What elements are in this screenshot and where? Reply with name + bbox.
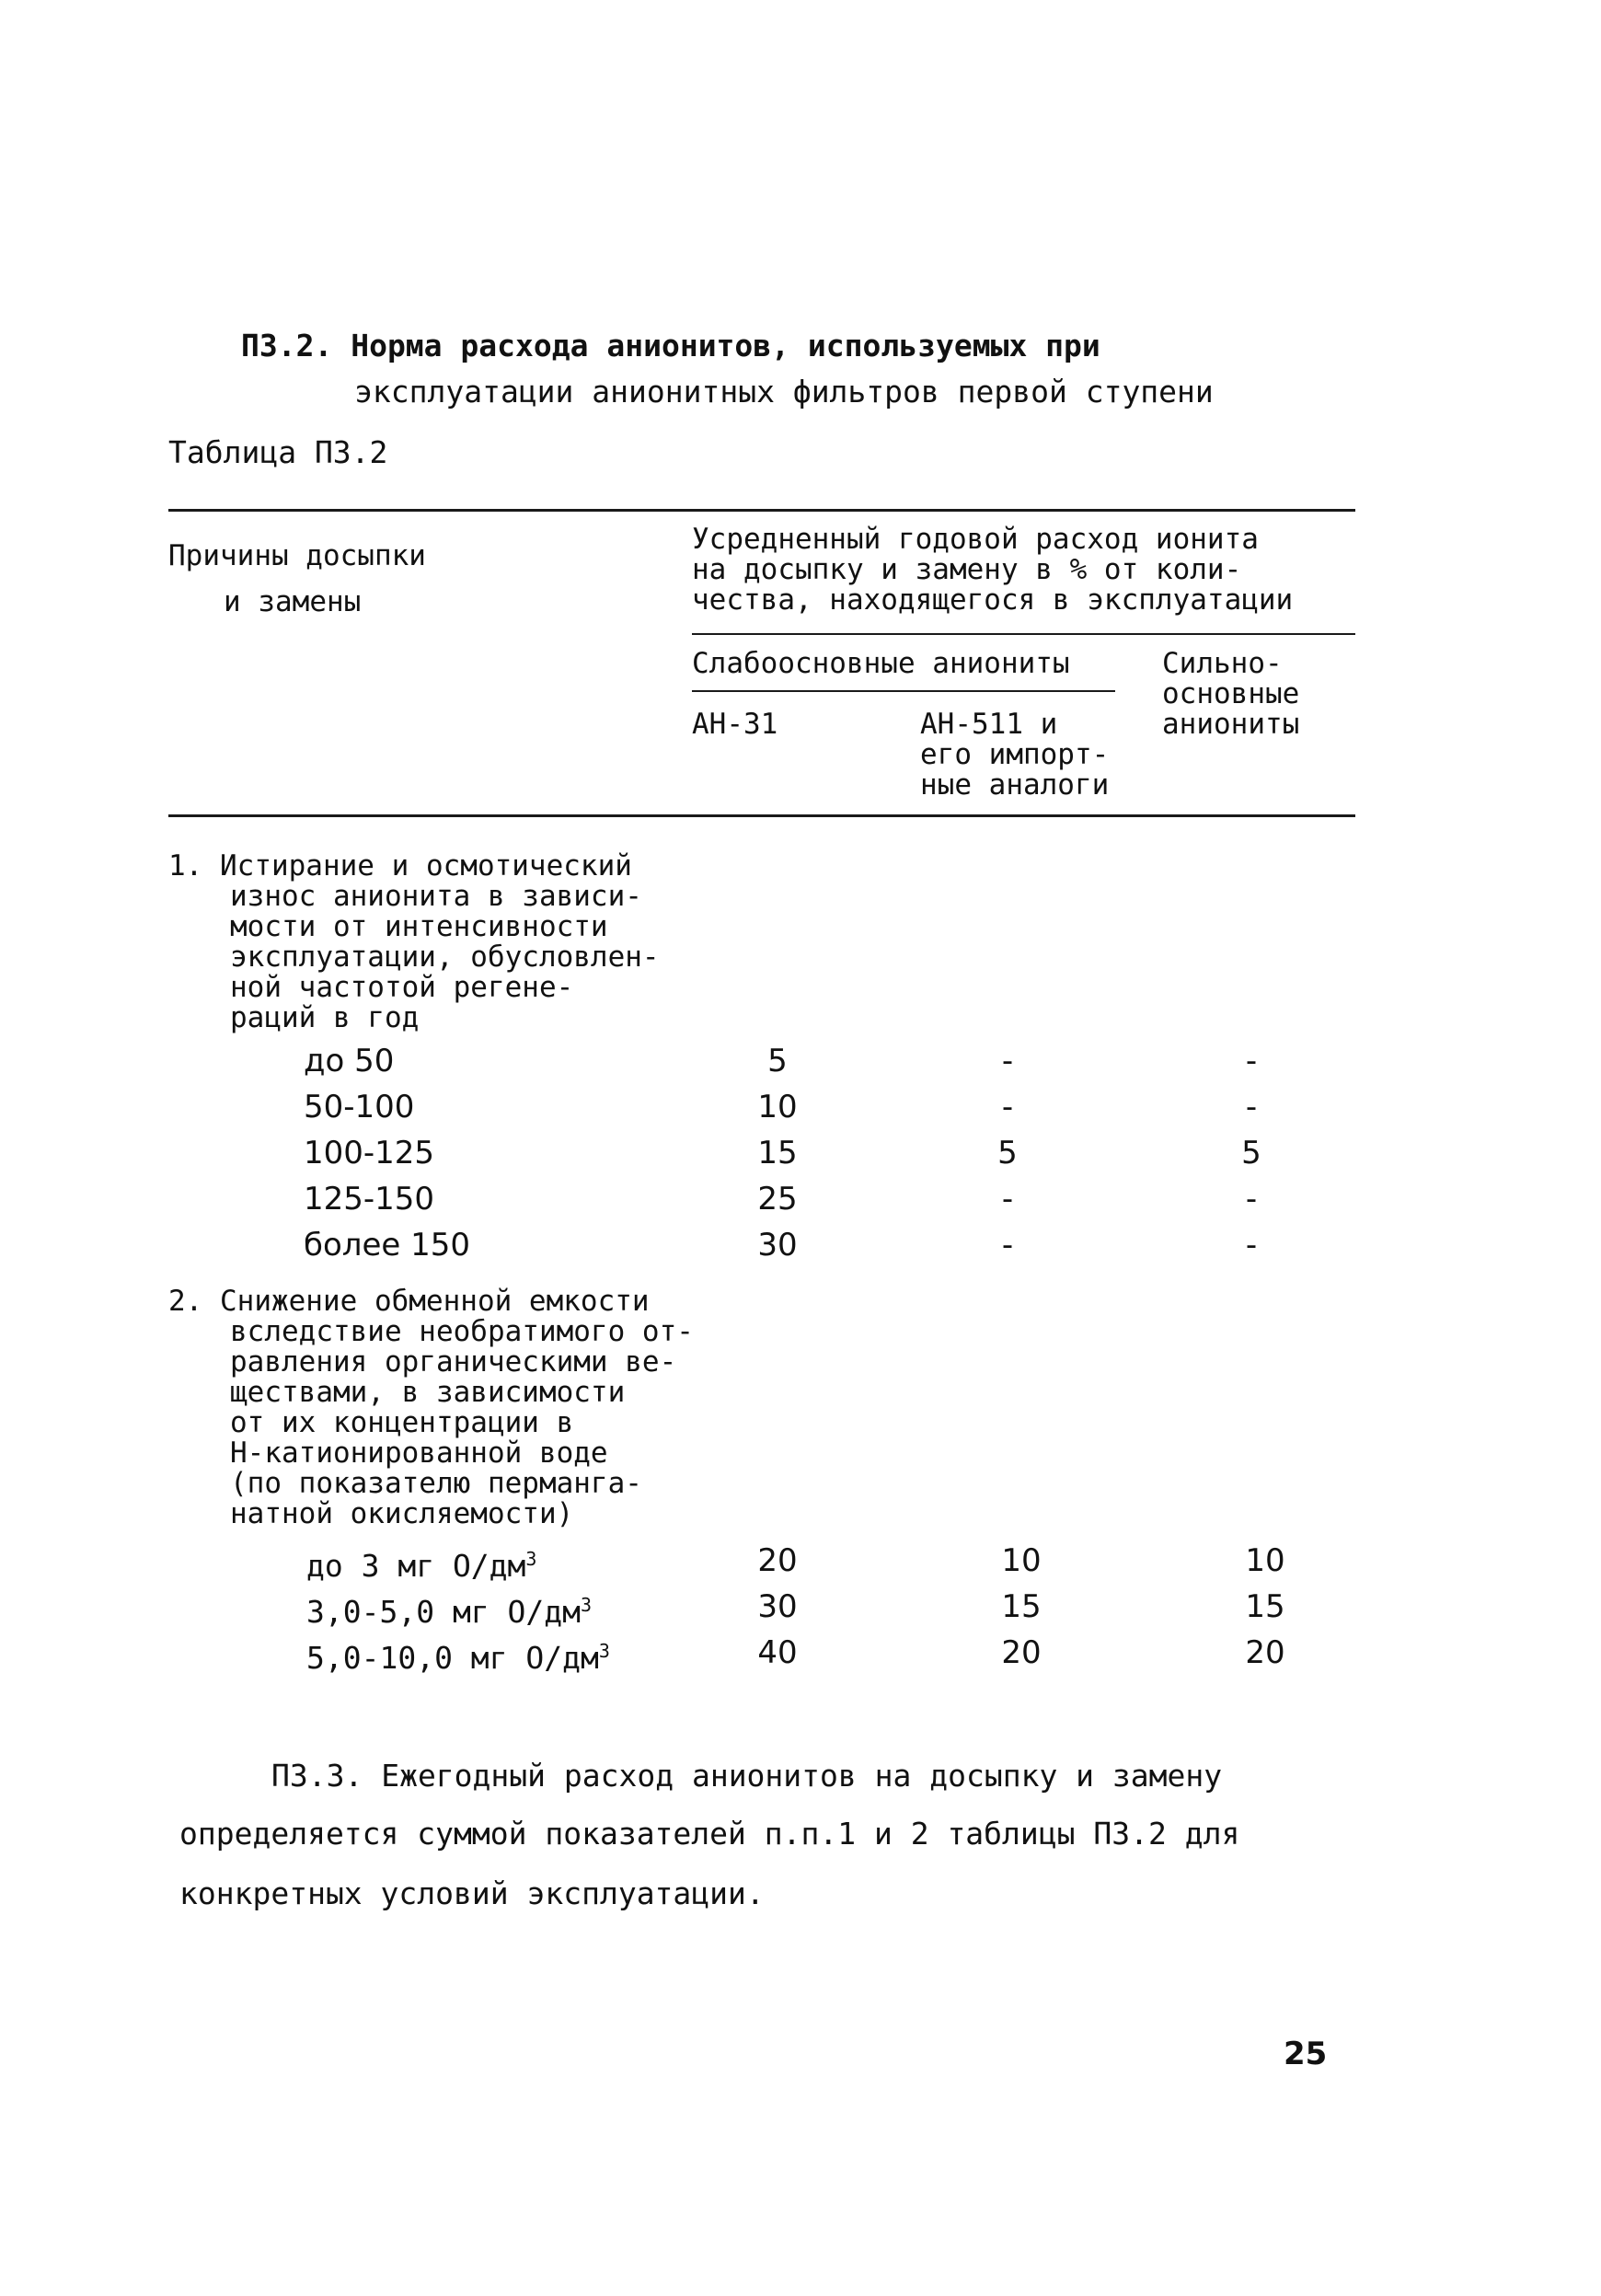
page-number: 25 bbox=[1284, 2036, 1328, 2072]
header-an511-line3: ные аналоги bbox=[920, 768, 1110, 802]
footnote-line3: конкретных условий эксплуатации. bbox=[179, 1875, 765, 1911]
section2-title-line7: (по показателю перманга- bbox=[230, 1467, 642, 1500]
header-avg-line2: на досыпку и замену в % от коли- bbox=[692, 553, 1242, 586]
row-label: до 50 bbox=[304, 1043, 395, 1079]
row-label: 100-125 bbox=[304, 1135, 435, 1171]
section-heading-line1: ПЗ.2. Норма расхода анионитов, используемых при bbox=[241, 328, 1100, 363]
section-heading-line2: эксплуатации анионитных фильтров первой ступени bbox=[354, 374, 1214, 410]
section1-title-line4: эксплуатации, обусловлен- bbox=[230, 940, 660, 974]
cell-an31: 25 bbox=[757, 1181, 798, 1217]
section2-title-line1: 2. Снижение обменной емкости bbox=[168, 1285, 650, 1318]
section2-title-line5: от их концентрации в bbox=[230, 1406, 574, 1439]
cell-an31: 40 bbox=[757, 1634, 798, 1671]
header-avg-line1: Усредненный годовой расход ионита bbox=[692, 523, 1259, 556]
header-rule-mid bbox=[692, 633, 1355, 635]
header-bottom-rule bbox=[168, 814, 1355, 817]
cell-an31: 5 bbox=[767, 1043, 788, 1079]
cell-strong: - bbox=[1245, 1089, 1258, 1125]
cell-an511: - bbox=[1001, 1089, 1014, 1125]
cell-strong: 10 bbox=[1245, 1542, 1285, 1579]
row-label: более 150 bbox=[304, 1227, 471, 1263]
header-reason-line2: и замены bbox=[224, 585, 362, 618]
footnote-line1: ПЗ.3. Ежегодный расход анионитов на досыпку и замену bbox=[271, 1758, 1223, 1794]
footnote-line2: определяется суммой показателей п.п.1 и 2 таблицы ПЗ.2 для bbox=[179, 1816, 1240, 1852]
row-label: до 3 мг $О/дм^3$ bbox=[306, 1548, 537, 1584]
cell-an511: 15 bbox=[1001, 1588, 1042, 1625]
header-an511-line2: его импорт- bbox=[920, 738, 1110, 771]
section2-title-line4: ществами, в зависимости bbox=[230, 1376, 626, 1409]
cell-an511: 20 bbox=[1001, 1634, 1042, 1671]
section1-title-line3: мости от интенсивности bbox=[230, 910, 608, 943]
header-col-an31: АН-31 bbox=[692, 708, 778, 741]
row-label: 125-150 bbox=[304, 1181, 435, 1217]
cell-strong: 15 bbox=[1245, 1588, 1285, 1625]
cell-an511: - bbox=[1001, 1181, 1014, 1217]
section2-title-line6: Н-катионированной воде bbox=[230, 1436, 608, 1470]
header-strong-line2: основные bbox=[1162, 677, 1300, 710]
section1-title-line2: износ анионита в зависи- bbox=[230, 880, 642, 913]
header-reason-line1: Причины досыпки bbox=[168, 539, 426, 572]
header-avg-line3: чества, находящегося в эксплуатации bbox=[692, 583, 1294, 617]
section1-title-line5: ной частотой регене- bbox=[230, 971, 574, 1004]
cell-strong: - bbox=[1245, 1227, 1258, 1263]
cell-strong: - bbox=[1245, 1043, 1258, 1079]
header-an511-line1: АН-511 и bbox=[920, 708, 1058, 741]
cell-strong: 5 bbox=[1241, 1135, 1261, 1171]
section2-title-line2: вследствие необратимого от- bbox=[230, 1315, 694, 1348]
table-top-rule bbox=[168, 509, 1355, 512]
cell-an31: 20 bbox=[757, 1542, 798, 1579]
section1-title-line6: раций в год bbox=[230, 1001, 420, 1034]
section2-title-line8: натной окисляемости) bbox=[230, 1497, 574, 1530]
cell-an511: 10 bbox=[1001, 1542, 1042, 1579]
cell-an31: 15 bbox=[757, 1135, 798, 1171]
header-rule-weak bbox=[692, 690, 1115, 692]
cell-an511: - bbox=[1001, 1227, 1014, 1263]
cell-an31: 30 bbox=[757, 1227, 798, 1263]
section1-title-line1: 1. Истирание и осмотический bbox=[168, 849, 632, 883]
cell-an511: - bbox=[1001, 1043, 1014, 1079]
cell-an511: 5 bbox=[997, 1135, 1018, 1171]
cell-an31: 10 bbox=[757, 1089, 798, 1125]
header-weak-group: Слабоосновные аниониты bbox=[692, 647, 1070, 680]
cell-strong: - bbox=[1245, 1181, 1258, 1217]
section2-title-line3: равления органическими ве- bbox=[230, 1345, 677, 1379]
row-label: 3,0-5,0 мг $О/дм^3$ bbox=[306, 1594, 593, 1630]
row-label: 5,0-10,0 мг $О/дм^3$ bbox=[306, 1640, 610, 1676]
header-strong-line1: Сильно- bbox=[1162, 647, 1283, 680]
cell-strong: 20 bbox=[1245, 1634, 1285, 1671]
row-label: 50-100 bbox=[304, 1089, 415, 1125]
table-label: Таблица ПЗ.2 bbox=[168, 434, 388, 470]
cell-an31: 30 bbox=[757, 1588, 798, 1625]
header-strong-line3: аниониты bbox=[1162, 708, 1300, 741]
